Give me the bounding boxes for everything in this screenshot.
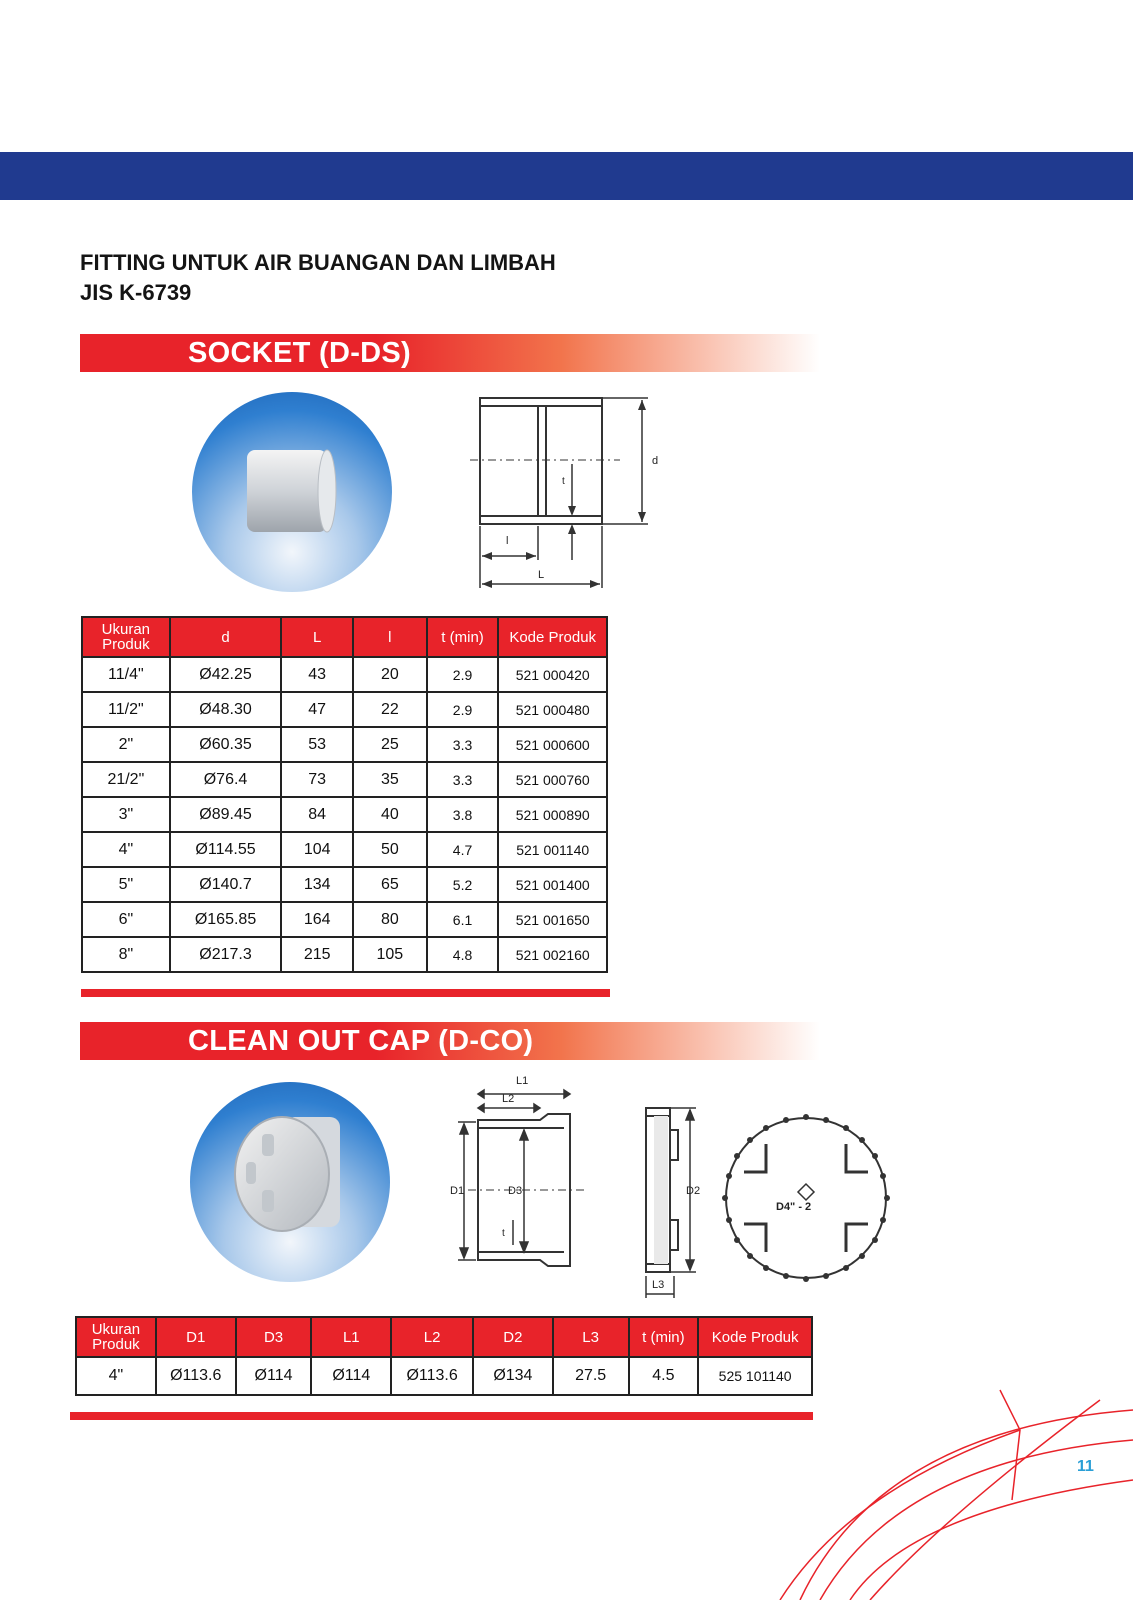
header-t-min: t (min): [629, 1317, 699, 1357]
cell-code: 521 002160: [498, 937, 607, 972]
cell-L: 43: [281, 657, 353, 692]
cell-t: 3.3: [427, 762, 499, 797]
cleanout-divider: [70, 1412, 813, 1420]
cell-l: 20: [353, 657, 427, 692]
table-row: [82, 727, 607, 762]
cell-t: 3.8: [427, 797, 499, 832]
cell-l: 80: [353, 902, 427, 937]
header-ukuran-produk: Ukuran Produk: [76, 1317, 156, 1357]
cleanout-section-drawing: [640, 1100, 710, 1300]
socket-label-l: l: [506, 535, 509, 547]
header-L: L: [281, 617, 353, 657]
header-L1: L1: [311, 1317, 391, 1357]
table-row: [82, 832, 607, 867]
cleanout-section-title: CLEAN OUT CAP (D-CO): [188, 1025, 534, 1057]
cell-t: 6.1: [427, 902, 499, 937]
header-band: [0, 152, 1133, 200]
cleanout-label-D1: D1: [450, 1185, 465, 1197]
socket-spec-table: [81, 616, 608, 973]
header-D1: D1: [156, 1317, 236, 1357]
header-L3: L3: [553, 1317, 629, 1357]
cleanout-label-L3: L3: [652, 1279, 665, 1291]
header-L2: L2: [391, 1317, 473, 1357]
cell-t: 4.8: [427, 937, 499, 972]
table-row: [82, 937, 607, 972]
cell-d: Ø114.55: [170, 832, 282, 867]
cell-d: Ø165.85: [170, 902, 282, 937]
cell-L: 134: [281, 867, 353, 902]
cell-d: Ø48.30: [170, 692, 282, 727]
socket-drawing: [470, 392, 660, 597]
cleanout-side-drawing: [450, 1070, 598, 1280]
header-kode-produk: Kode Produk: [498, 617, 607, 657]
socket-label-L: L: [538, 569, 545, 581]
cell-size: 3": [82, 797, 170, 832]
cleanout-label-L2: L2: [502, 1093, 515, 1105]
cell-code: 521 001140: [498, 832, 607, 867]
cleanout-top-drawing: [718, 1110, 894, 1286]
cell-t: 3.3: [427, 727, 499, 762]
heading-line-2: JIS K-6739: [80, 280, 192, 305]
cleanout-cap-icon: [190, 1082, 390, 1282]
cell-l: 65: [353, 867, 427, 902]
cell-d: Ø89.45: [170, 797, 282, 832]
cell-code: 521 001650: [498, 902, 607, 937]
cleanout-spec-table: [75, 1316, 813, 1396]
cell-L: 73: [281, 762, 353, 797]
cleanout-section-bar: [80, 1022, 820, 1060]
cell-d: Ø217.3: [170, 937, 282, 972]
socket-label-d: d: [652, 455, 659, 467]
cell-code: 521 000600: [498, 727, 607, 762]
cell-code: 525 101140: [698, 1357, 812, 1395]
cell-code: 521 000890: [498, 797, 607, 832]
heading-line-1: FITTING UNTUK AIR BUANGAN DAN LIMBAH: [80, 250, 556, 275]
table-row: [82, 762, 607, 797]
socket-section-bar: [80, 334, 820, 372]
cell-L: 84: [281, 797, 353, 832]
cell-l: 50: [353, 832, 427, 867]
cell-t: 2.9: [427, 657, 499, 692]
page-heading: [80, 248, 556, 308]
cell-size: 11/2": [82, 692, 170, 727]
cell-d: Ø76.4: [170, 762, 282, 797]
cell-size: 21/2": [82, 762, 170, 797]
cell-size: 8": [82, 937, 170, 972]
cell-size: 4": [76, 1357, 156, 1395]
cell-L: 47: [281, 692, 353, 727]
header-kode-produk: Kode Produk: [698, 1317, 812, 1357]
cleanout-label-D3: D3: [508, 1185, 523, 1197]
cell-t: 4.5: [629, 1357, 699, 1395]
cell-L2: Ø113.6: [391, 1357, 473, 1395]
cell-D1: Ø113.6: [156, 1357, 236, 1395]
header-ukuran-produk: Ukuran Produk: [82, 617, 170, 657]
page-number: 11: [1077, 1458, 1094, 1475]
cell-L: 104: [281, 832, 353, 867]
cell-l: 40: [353, 797, 427, 832]
header-l: l: [353, 617, 427, 657]
cell-L: 164: [281, 902, 353, 937]
cell-size: 4": [82, 832, 170, 867]
header-D3: D3: [236, 1317, 312, 1357]
cleanout-photo: [190, 1082, 390, 1282]
header-d: d: [170, 617, 282, 657]
cell-size: 11/4": [82, 657, 170, 692]
table-row: [82, 797, 607, 832]
cell-code: 521 000480: [498, 692, 607, 727]
cell-t: 5.2: [427, 867, 499, 902]
socket-section-title: SOCKET (D-DS): [188, 337, 411, 369]
socket-fitting-icon: [192, 392, 392, 592]
cell-code: 521 000420: [498, 657, 607, 692]
socket-label-t: t: [562, 476, 565, 487]
cell-L: 215: [281, 937, 353, 972]
cell-t: 4.7: [427, 832, 499, 867]
cell-L1: Ø114: [311, 1357, 391, 1395]
table-row: [82, 657, 607, 692]
cell-code: 521 000760: [498, 762, 607, 797]
socket-divider: [81, 989, 610, 997]
decorative-arcs: [760, 1390, 1133, 1600]
header-t-min: t (min): [427, 617, 499, 657]
table-row: [82, 902, 607, 937]
cell-d: Ø42.25: [170, 657, 282, 692]
socket-table-header: [82, 617, 607, 657]
cleanout-label-t: t: [502, 1228, 505, 1239]
table-row: [76, 1357, 812, 1395]
cell-D3: Ø114: [236, 1357, 312, 1395]
cell-t: 2.9: [427, 692, 499, 727]
cleanout-label-D2: D2: [686, 1185, 701, 1197]
cell-L: 53: [281, 727, 353, 762]
cell-size: 5": [82, 867, 170, 902]
table-row: [82, 692, 607, 727]
socket-photo: [192, 392, 392, 592]
cell-d: Ø60.35: [170, 727, 282, 762]
cell-L3: 27.5: [553, 1357, 629, 1395]
cell-l: 35: [353, 762, 427, 797]
cell-l: 105: [353, 937, 427, 972]
cleanout-label-L1: L1: [516, 1075, 529, 1087]
cell-size: 2": [82, 727, 170, 762]
cleanout-table-header: [76, 1317, 812, 1357]
header-D2: D2: [473, 1317, 553, 1357]
cleanout-label-mark: D4" - 2: [776, 1201, 812, 1213]
cell-D2: Ø134: [473, 1357, 553, 1395]
cell-l: 25: [353, 727, 427, 762]
cell-l: 22: [353, 692, 427, 727]
table-row: [82, 867, 607, 902]
cell-d: Ø140.7: [170, 867, 282, 902]
cell-code: 521 001400: [498, 867, 607, 902]
cell-size: 6": [82, 902, 170, 937]
